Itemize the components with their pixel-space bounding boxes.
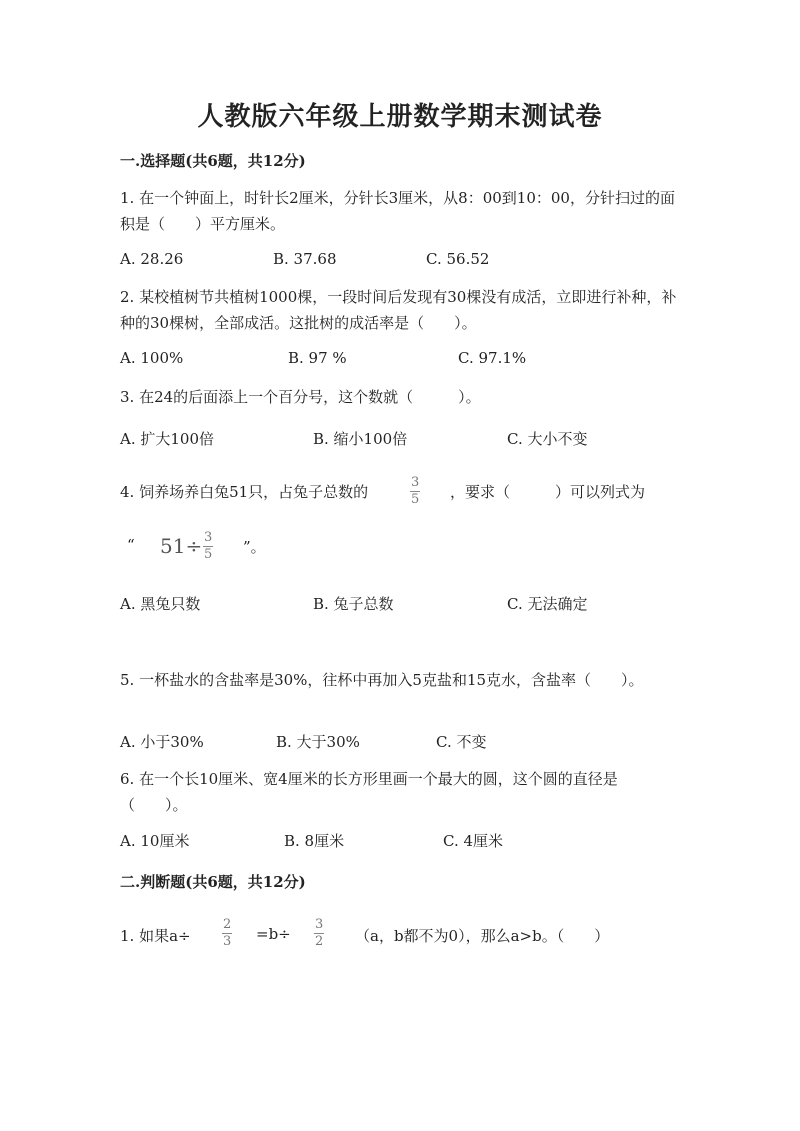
judgement-1-fraction-1 (221, 918, 233, 949)
q6-option-a: A. 10厘米 (120, 832, 190, 850)
q4-fraction (409, 476, 421, 507)
q4-option-c: C. 无法确定 (507, 595, 588, 613)
q4-expression: 51÷ (160, 534, 203, 558)
q4-expr-fraction-numerator: 3 (204, 530, 213, 545)
j1-fraction-1-numerator: 2 (223, 917, 232, 932)
q1-option-b: B. 37.68 (273, 250, 337, 268)
question-4-text-b: ，要求（ ）可以列式为 (450, 483, 646, 501)
j1-fraction-2-denominator: 2 (315, 934, 324, 949)
section-heading-judgement: 二.判断题(共6题，共12分) (120, 873, 306, 891)
q5-option-b: B. 大于30% (276, 733, 360, 751)
j1-fraction-2-numerator: 3 (315, 917, 324, 932)
q4-quote-open: “ (127, 536, 135, 554)
q3-option-c: C. 大小不变 (507, 430, 588, 448)
q4-option-a: A. 黑兔只数 (120, 595, 201, 613)
q2-option-b: B. 97 % (288, 349, 347, 367)
question-3-text: 3. 在24的后面添上一个百分号，这个数就（ ）。 (120, 388, 481, 406)
judgement-1-text-a: 1. 如果a÷ (120, 927, 191, 945)
q2-option-c: C. 97.1% (458, 349, 527, 367)
q5-option-c: C. 不变 (436, 733, 487, 751)
q4-fraction-denominator: 5 (411, 492, 420, 507)
judgement-1-text-mid: =b÷ (256, 925, 291, 943)
q4-fraction-numerator: 3 (411, 475, 420, 490)
question-6-text: 6. 在一个长10厘米、宽4厘米的长方形里画一个最大的圆，这个圆的直径是（ ）。 (120, 770, 618, 814)
q4-expr-fraction-denominator: 5 (204, 547, 213, 562)
judgement-1-text-b: （a，b都不为0），那么a>b。（ ） (355, 927, 610, 945)
question-2-text: 2. 某校植树节共植树1000棵，一段时间后发现有30棵没有成活，立即进行补种，补种的30棵树，全部成活。这批树的成活率是（ ）。 (120, 288, 677, 332)
q4-expression-fraction (202, 531, 214, 562)
question-5-text: 5. 一杯盐水的含盐率是30%，往杯中再加入5克盐和15克水，含盐率（ ）。 (120, 671, 644, 689)
page-title: 人教版六年级上册数学期末测试卷 (197, 102, 603, 132)
question-1-text: 1. 在一个钟面上，时针长2厘米，分针长3厘米，从8：00到10：00，分针扫过的面积是（ ）平方厘米。 (120, 189, 675, 233)
j1-fraction-1-denominator: 3 (223, 934, 232, 949)
q3-option-b: B. 缩小100倍 (313, 430, 408, 448)
q2-option-a: A. 100% (120, 349, 184, 367)
q3-option-a: A. 扩大100倍 (120, 430, 214, 448)
q4-option-b: B. 兔子总数 (313, 595, 394, 613)
q1-option-c: C. 56.52 (426, 250, 490, 268)
q6-option-b: B. 8厘米 (284, 832, 345, 850)
judgement-1-fraction-2 (313, 918, 325, 949)
q4-quote-close: ”。 (243, 538, 266, 556)
q6-option-c: C. 4厘米 (443, 832, 504, 850)
q1-option-a: A. 28.26 (120, 250, 184, 268)
question-4-text-a: 4. 饲养场养白兔51只，占兔子总数的 (120, 483, 369, 501)
section-heading-choice: 一.选择题(共6题，共12分) (120, 152, 306, 170)
q5-option-a: A. 小于30% (120, 733, 204, 751)
